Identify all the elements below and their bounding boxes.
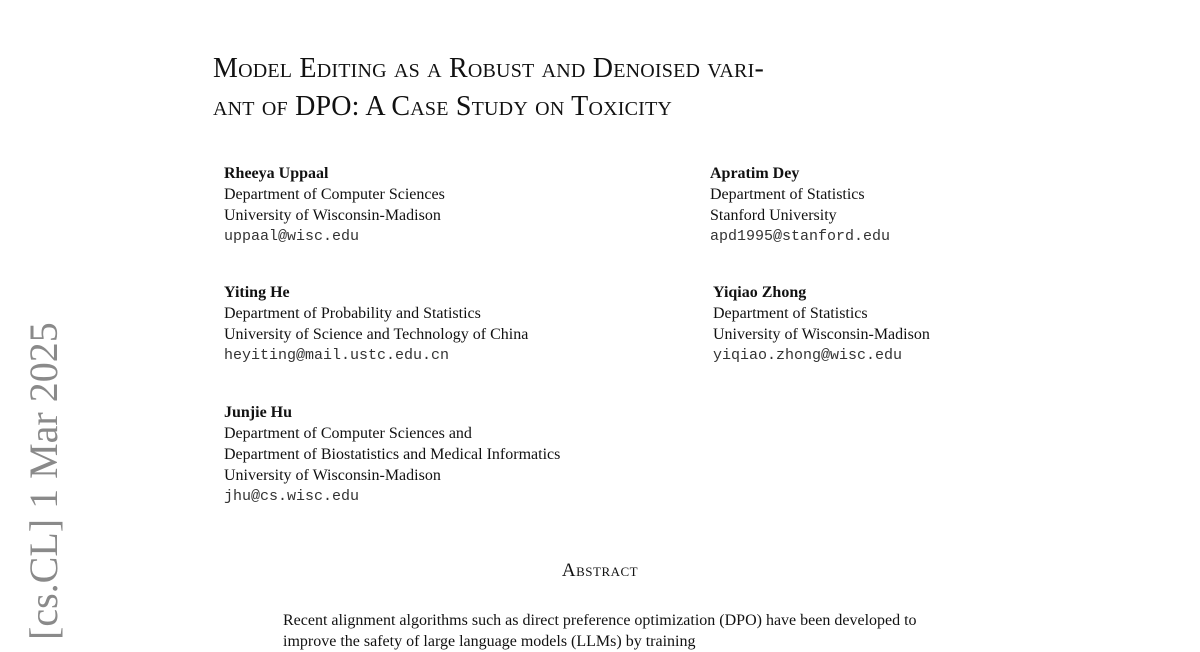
author-affiliation: Department of Computer Sciences — [224, 186, 445, 203]
title-line-1: Model Editing as a Robust and Denoised vari- — [213, 53, 764, 84]
author-block-he — [224, 282, 528, 367]
author-affiliation: University of Wisconsin-Madison — [224, 207, 441, 224]
author-affiliation: Stanford University — [710, 207, 837, 224]
author-affiliation: Department of Statistics — [713, 305, 868, 322]
title-line-2: ant of DPO: A Case Study on Toxicity — [213, 91, 673, 122]
author-block-zhong — [713, 282, 930, 367]
author-block-dey — [710, 163, 890, 248]
author-email: yiqiao.zhong@wisc.edu — [713, 347, 903, 364]
author-affiliation: University of Wisconsin-Madison — [224, 467, 441, 484]
paper-title — [213, 50, 1013, 126]
author-email: uppaal@wisc.edu — [224, 228, 360, 245]
author-email: apd1995@stanford.edu — [710, 228, 891, 245]
author-name: Junjie Hu — [224, 404, 293, 421]
author-affiliation: Department of Computer Sciences and — [224, 425, 472, 442]
author-affiliation: Department of Probability and Statistics — [224, 305, 481, 322]
author-name: Rheeya Uppaal — [224, 165, 329, 182]
author-affiliation: Department of Biostatistics and Medical Informatics — [224, 446, 561, 463]
author-name: Yiqiao Zhong — [713, 284, 807, 301]
arxiv-identifier-stamp: [cs.CL] 1 Mar 2025 — [21, 322, 66, 640]
author-email: heyiting@mail.ustc.edu.cn — [224, 347, 450, 364]
author-block-hu — [224, 402, 560, 508]
author-name: Yiting He — [224, 284, 290, 301]
author-name: Apratim Dey — [710, 165, 800, 182]
abstract-heading: Abstract — [561, 560, 639, 581]
author-affiliation: University of Science and Technology of China — [224, 326, 529, 343]
author-affiliation: Department of Statistics — [710, 186, 865, 203]
author-block-uppaal — [224, 163, 445, 248]
author-email: jhu@cs.wisc.edu — [224, 488, 360, 505]
author-affiliation: University of Wisconsin-Madison — [713, 326, 930, 343]
abstract-text: Recent alignment algorithms such as direct preference optimization (DPO) have been developed to improve the safety of large language models (LLMs) by training — [283, 612, 917, 650]
